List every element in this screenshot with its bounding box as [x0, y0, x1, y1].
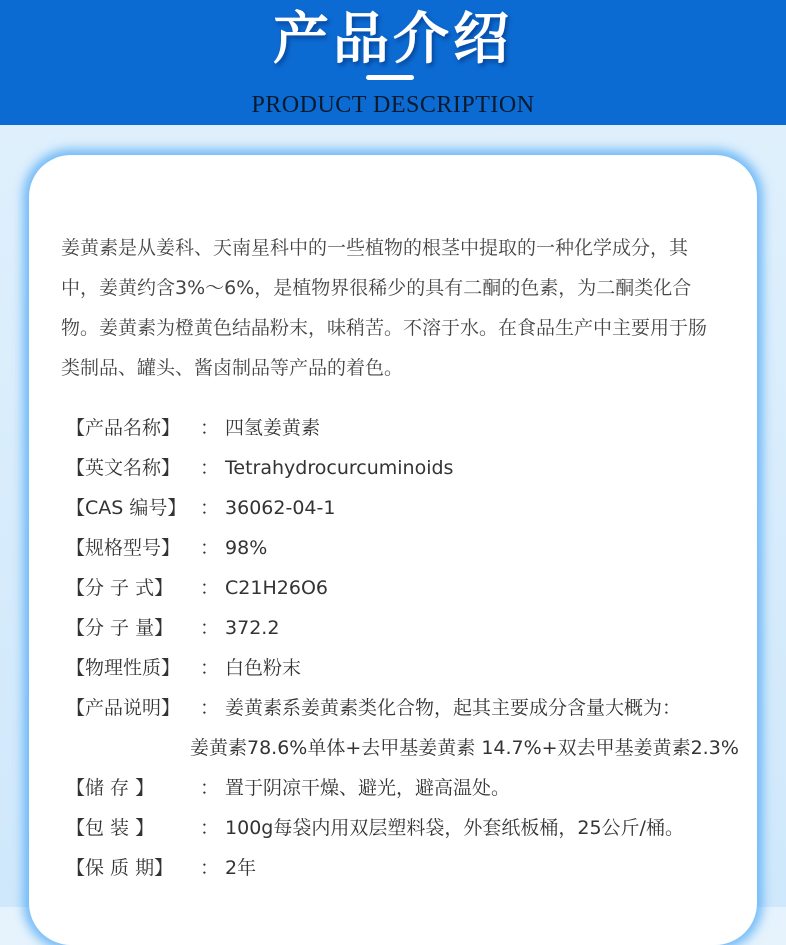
spec-value: ： 36062-04-1	[200, 497, 336, 519]
spec-value: ： 四氢姜黄素	[200, 417, 321, 439]
spec-value: ： 姜黄素系姜黄素类化合物，起其主要成分含量大概为：	[200, 697, 682, 719]
spec-description-continuation: 姜黄素78.6%单体+去甲基姜黄素 14.7%+双去甲基姜黄素2.3%	[190, 737, 739, 759]
spec-row-product-name	[66, 408, 321, 448]
spec-row-description	[66, 688, 682, 728]
spec-label: 【英文名称】	[66, 457, 181, 479]
spec-value: ： 98%	[200, 537, 268, 559]
spec-label: 【规格型号】	[66, 537, 181, 559]
spec-value: ： 白色粉末	[200, 657, 302, 679]
spec-label: 【物理性质】	[66, 657, 181, 679]
spec-label: 【保 质 期】	[66, 857, 174, 879]
spec-row-specification	[66, 528, 268, 568]
spec-label: 【产品说明】	[66, 697, 181, 719]
page-title: 产品介绍	[273, 6, 513, 72]
spec-label: 【分 子 量】	[66, 617, 174, 639]
header-banner	[0, 0, 786, 125]
spec-label: 【包 装 】	[66, 817, 155, 839]
intro-paragraph: 姜黄素是从姜科、天南星科中的一些植物的根茎中提取的一种化学成分，其中，姜黄约含3%～6%，是植物界很稀少的具有二酮的色素，为二酮类化合物。姜黄素为橙黄色结晶粉末，味稍苦。不溶于水。在食品生产中主要用于肠类制品、罐头、酱卤制品等产品的着色。	[61, 237, 708, 379]
spec-label: 【分 子 式】	[66, 577, 174, 599]
spec-row-shelf-life	[66, 848, 257, 888]
spec-row-molecular-weight	[66, 608, 280, 648]
spec-row-packaging	[66, 808, 684, 848]
spec-label: 【CAS 编号】	[66, 497, 187, 519]
spec-value: ： C21H26O6	[200, 577, 328, 599]
spec-row-cas-number	[66, 488, 336, 528]
spec-row-physical-property	[66, 648, 302, 688]
spec-value: ： 置于阴凉干燥、避光，避高温处。	[200, 777, 511, 799]
page-subtitle: PRODUCT DESCRIPTION	[251, 92, 535, 118]
spec-value: ： 100g每袋内用双层塑料袋，外套纸板桶，25公斤/桶。	[200, 817, 684, 839]
spec-value: ： 372.2	[200, 617, 280, 639]
spec-label: 【产品名称】	[66, 417, 181, 439]
spec-row-formula	[66, 568, 328, 608]
title-underline	[366, 75, 414, 80]
spec-label: 【储 存 】	[66, 777, 155, 799]
spec-value: ： Tetrahydrocurcuminoids	[200, 457, 454, 479]
spec-row-storage	[66, 768, 511, 808]
spec-row-english-name	[66, 448, 454, 488]
spec-value: ： 2年	[200, 857, 257, 879]
